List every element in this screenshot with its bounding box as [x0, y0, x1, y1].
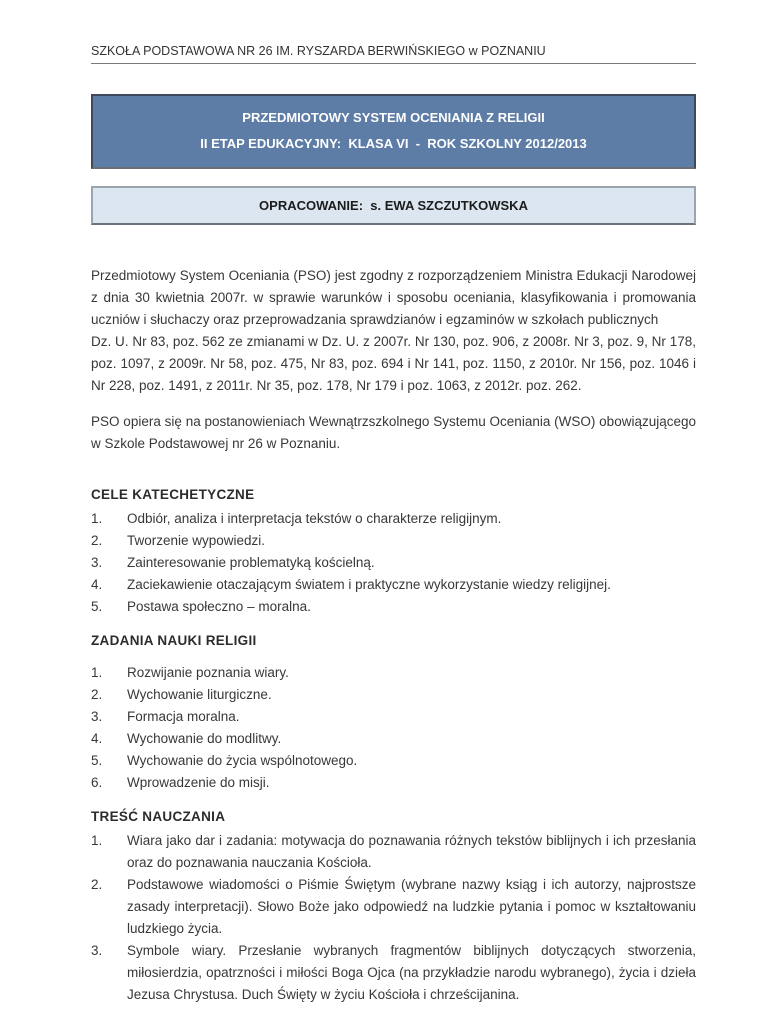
list-item: [91, 552, 696, 573]
author-box: [91, 186, 696, 225]
paragraph-intro-text: Przedmiotowy System Oceniania (PSO) jest zgodny z rozporządzeniem Ministra Edukacji Narodowej z dnia 30 kwietnia 2007r. w sprawie warunków i sposobu oceniania, klasyfikowania i promowania uczniów i słuchaczy oraz przeprowadzania sprawdzianów i egzaminów w szkołach publicznych: [91, 268, 696, 327]
list-item-text: Formacja moralna.: [127, 709, 240, 724]
list-item-text: Wprowadzenie do misji.: [127, 775, 270, 790]
section-2: [91, 633, 696, 793]
list-item: [91, 530, 696, 551]
paragraph-wso: PSO opiera się na postanowieniach Wewnątrzszkolnego Systemu Oceniania (WSO) obowiązującego w Szkole Podstawowej nr 26 w Poznaniu.: [91, 414, 696, 451]
list-item: [91, 596, 696, 617]
list-item-text: Podstawowe wiadomości o Piśmie Świętym (wybrane nazwy ksiąg i ich autorzy, najprostsze zasady interpretacji). Słowo Boże jako odpowiedź na ludzkie pytania i pomoc w kształtowaniu ludzkiego życia.: [127, 877, 696, 936]
list-item: [91, 662, 696, 683]
list-item: [91, 728, 696, 749]
list-item-text: Zainteresowanie problematyką kościelną.: [127, 555, 375, 570]
list-item: [91, 574, 696, 595]
numbered-list: [91, 830, 696, 1006]
author-label: OPRACOWANIE: s. EWA SZCZUTKOWSKA: [259, 198, 528, 213]
title-box: [91, 94, 696, 169]
paragraph-spacer: [91, 397, 696, 411]
document-title: PRZEDMIOTOWY SYSTEM OCENIANIA Z RELIGII: [242, 110, 545, 125]
list-item: [91, 772, 696, 793]
list-item-text: Odbiór, analiza i interpretacja tekstów o charakterze religijnym.: [127, 511, 502, 526]
school-header: SZKOŁA PODSTAWOWA NR 26 IM. RYSZARDA BERWIŃSKIEGO w POZNANIU: [91, 44, 696, 64]
list-item: [91, 684, 696, 705]
section-1: [91, 487, 696, 617]
section-heading: TREŚĆ NAUCZANIA: [91, 809, 226, 824]
paragraph-legal-reference: Dz. U. Nr 83, poz. 562 ze zmianami w Dz. U. z 2007r. Nr 130, poz. 906, z 2008r. Nr 3, poz. 9, Nr 178, poz. 1097, z 2009r. Nr 58, poz. 475, Nr 83, poz. 694 i Nr 141, poz. 1150, z 2010r. Nr 156, poz. 1046 i Nr 228, poz. 1491, z 2011r. Nr 35, poz. 178, Nr 179 i poz. 1063, z 2012r. poz. 262.: [91, 334, 696, 393]
list-item: [91, 508, 696, 529]
list-item-text: Tworzenie wypowiedzi.: [127, 533, 266, 548]
list-item-text: Wychowanie do modlitwy.: [127, 731, 282, 746]
list-item-text: Zaciekawienie otaczającym światem i praktyczne wykorzystanie wiedzy religijnej.: [127, 577, 611, 592]
list-item-number: 2.: [91, 877, 103, 892]
list-item-number: 3.: [91, 555, 103, 570]
list-item-number: 3.: [91, 943, 103, 958]
numbered-list: [91, 662, 696, 793]
list-item: [91, 830, 696, 874]
list-item: [91, 940, 696, 1006]
list-item-number: 6.: [91, 775, 103, 790]
list-item-number: 2.: [91, 687, 103, 702]
list-item-number: 1.: [91, 833, 103, 848]
list-item-number: 2.: [91, 533, 103, 548]
list-item-text: Wychowanie do życia wspólnotowego.: [127, 753, 358, 768]
list-item-number: 1.: [91, 665, 103, 680]
list-item-text: Rozwijanie poznania wiary.: [127, 665, 289, 680]
section-spacer: [91, 455, 696, 471]
sections-container: [91, 487, 696, 1006]
list-item-text: Wychowanie liturgiczne.: [127, 687, 272, 702]
list-item-text: Symbole wiary. Przesłanie wybranych fragmentów biblijnych dotyczących stworzenia, miłosierdzia, opatrzności i miłości Boga Ojca (na przykładzie narodu wybranego), życia i dzieła Jezusa Chrystusa. Duch Święty w życiu Kościoła i chrześcijanina.: [127, 943, 696, 1002]
list-item-number: 4.: [91, 577, 103, 592]
section-heading: ZADANIA NAUKI RELIGII: [91, 633, 257, 648]
numbered-list: [91, 508, 696, 617]
list-item-text: Wiara jako dar i zadania: motywacja do poznawania różnych tekstów biblijnych i ich przesłania oraz do poznawania nauczania Kościoła.: [127, 833, 696, 870]
list-item: [91, 750, 696, 771]
list-item-number: 3.: [91, 709, 103, 724]
section-heading: CELE KATECHETYCZNE: [91, 487, 255, 502]
list-item-number: 1.: [91, 511, 103, 526]
paragraph-intro: [91, 265, 696, 397]
document-subtitle: II ETAP EDUKACYJNY: KLASA VI - ROK SZKOLNY 2012/2013: [200, 136, 587, 151]
list-item-number: 5.: [91, 599, 103, 614]
list-item-number: 4.: [91, 731, 103, 746]
list-item: [91, 706, 696, 727]
list-item-number: 5.: [91, 753, 103, 768]
list-item-text: Postawa społeczno – moralna.: [127, 599, 311, 614]
section-3: [91, 809, 696, 1006]
list-item: [91, 874, 696, 940]
